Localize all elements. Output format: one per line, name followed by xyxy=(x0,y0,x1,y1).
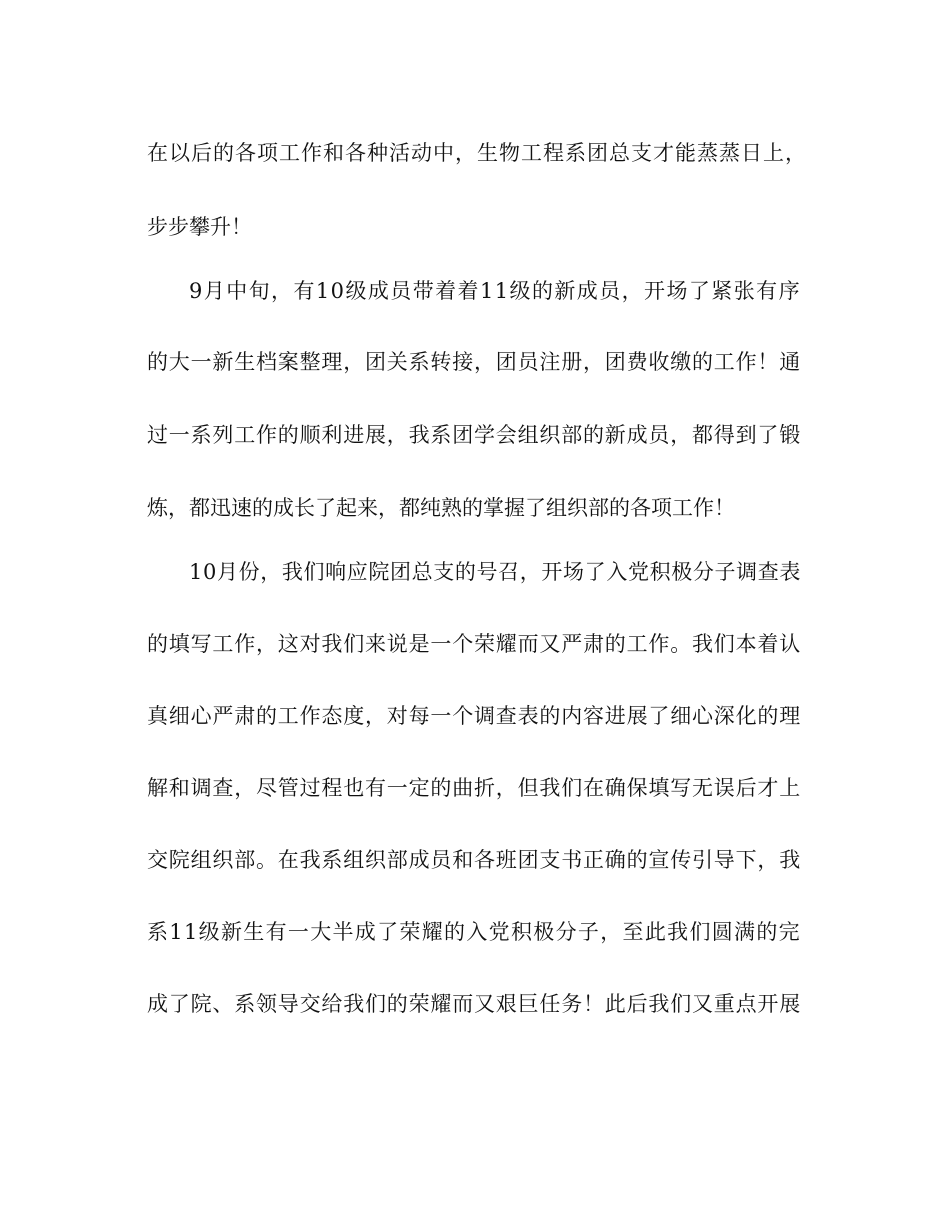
text-line-10: 解和调查，尽管过程也有一定的曲折，但我们在确保填写无误后才上 xyxy=(147,776,801,800)
text-line-2: 步步攀升！ xyxy=(147,215,252,239)
text-line-4: 的大一新生档案整理，团关系转接，团员注册，团费收缴的工作！通 xyxy=(147,350,801,374)
text-line-12: 系11级新生有一大半成了荣耀的入党积极分子，至此我们圆满的完 xyxy=(147,920,801,944)
text-line-9: 真细心严肃的工作态度，对每一个调查表的内容进展了细心深化的理 xyxy=(147,704,801,728)
text-line-13: 成了院、系领导交给我们的荣耀而又艰巨任务！此后我们又重点开展 xyxy=(147,992,801,1016)
text-line-1: 在以后的各项工作和各种活动中，生物工程系团总支才能蒸蒸日上， xyxy=(147,141,807,165)
text-line-5: 过一系列工作的顺利进展，我系团学会组织部的新成员，都得到了锻 xyxy=(147,423,801,447)
text-line-11: 交院组织部。在我系组织部成员和各班团支书正确的宣传引导下，我 xyxy=(147,848,801,872)
text-line-8: 的填写工作，这对我们来说是一个荣耀而又严肃的工作。我们本着认 xyxy=(147,632,801,656)
text-line-6: 炼，都迅速的成长了起来，都纯熟的掌握了组织部的各项工作！ xyxy=(147,496,735,520)
text-line-3: 9月中旬，有10级成员带着着11级的新成员，开场了紧张有序 xyxy=(189,279,801,303)
text-line-7: 10月份，我们响应院团总支的号召，开场了入党积极分子调查表 xyxy=(189,560,801,584)
